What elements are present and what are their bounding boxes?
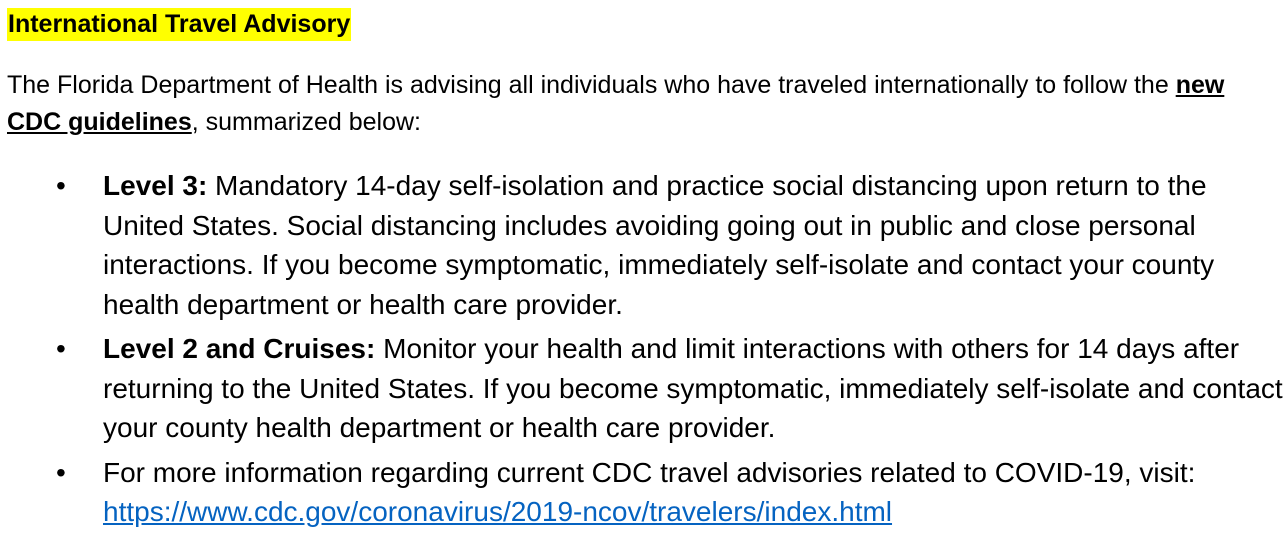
bullet-icon: • [56,333,66,364]
document-body [7,0,1283,537]
bullet-icon: • [56,170,66,201]
page-title: International Travel Advisory [7,8,351,41]
level-2-text: Monitor your health and limit interactions with others for 14 days after returning to the United States. If you become symptomatic, immediately self-isolate and contact your county health department or health care provider. [103,333,1283,443]
more-info-text: For more information regarding current CDC travel advisories related to COVID-19, visit: [103,456,1196,488]
advisory-list [7,166,1283,532]
bullet-icon: • [56,456,66,488]
title-row [7,8,1283,41]
level-3-text: Mandatory 14-day self-isolation and practice social distancing upon return to the United States. Social distancing includes avoiding going out in public and close personal interactions. If you become symptomatic, immediately self-isolate and contact your county health department or health care provider. [103,170,1215,320]
intro-text-before: The Florida Department of Health is advising all individuals who have traveled internationally to follow the [7,71,1176,99]
intro-text-after: , summarized below: [191,108,421,136]
cdc-travelers-url-link[interactable]: https://www.cdc.gov/coronavirus/2019-ncov/travelers/index.html [103,496,893,527]
cdc-guidelines-link[interactable]: new CDC guidelines [7,71,1225,136]
list-item-more-info [7,453,1283,532]
intro-paragraph [7,67,1283,141]
level-3-label: Level 3: [103,170,208,201]
list-item-level-2 [7,329,1283,448]
level-2-label: Level 2 and Cruises: [103,333,376,364]
list-item-level-3 [7,166,1283,324]
